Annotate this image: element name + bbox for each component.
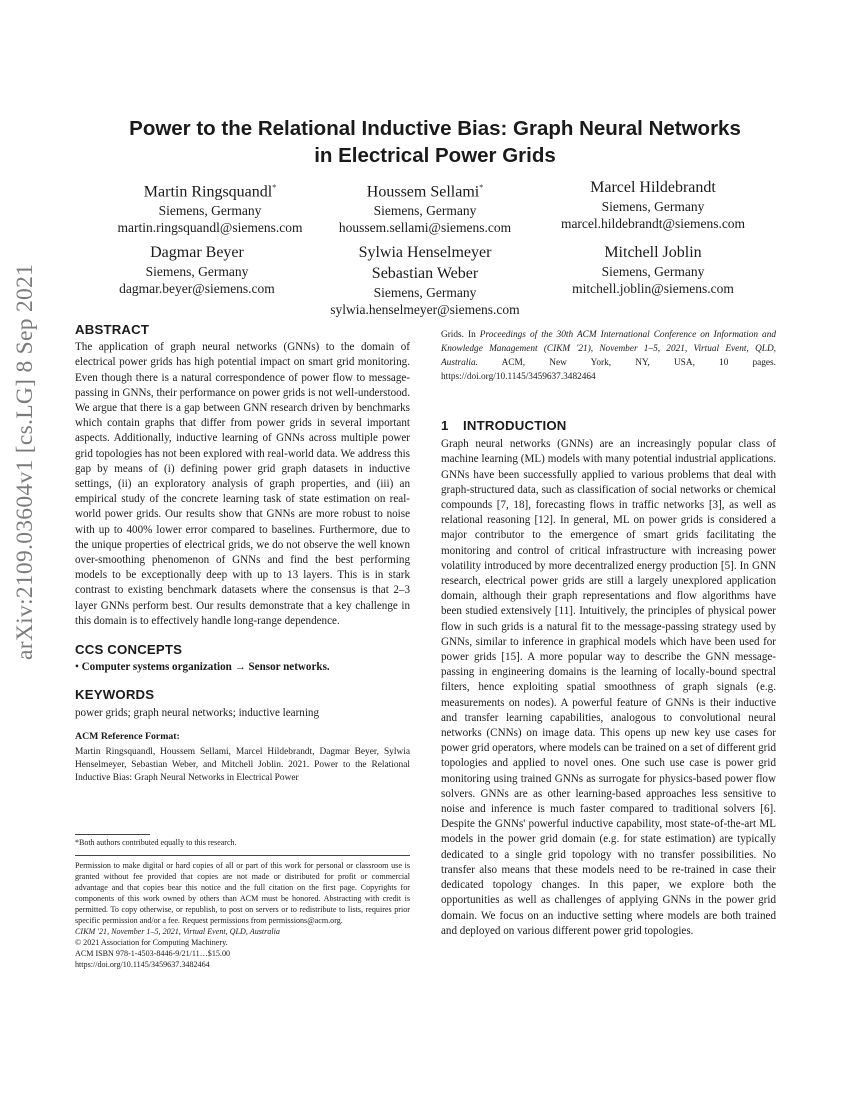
author-name: Dagmar Beyer xyxy=(150,244,244,261)
venue-line: CIKM '21, November 1–5, 2021, Virtual Event, QLD, Australia xyxy=(75,927,280,936)
author-affiliation: Siemens, Germany xyxy=(145,264,249,279)
author-block xyxy=(295,242,555,318)
acm-reference-text: Martin Ringsquandl, Houssem Sellami, Marcel Hildebrandt, Dagmar Beyer, Sylwia Henselmeyer, Sebastian Weber, and Mitchell Joblin. 2021. Power to the Relational Inductive Bias: Graph Neural Networks in Electrical Power xyxy=(75,747,410,784)
author-name: Marcel Hildebrandt xyxy=(590,179,716,196)
copyright-line: © 2021 Association for Computing Machinery. xyxy=(75,938,228,947)
proceedings-name: Proceedings of the 30th ACM International Conference on Information and Knowledge Management (CIKM '21), November 1–5, 2021, Virtual Event, QLD, Australia. xyxy=(441,330,776,368)
author-affiliation: Siemens, Germany xyxy=(158,203,262,219)
author-name: Sebastian Weber xyxy=(371,265,479,282)
author-email[interactable]: mitchell.joblin@siemens.com xyxy=(572,281,734,296)
ccs-concept: Computer systems organization xyxy=(81,661,232,674)
section-number: 1 xyxy=(441,418,449,433)
acm-reference-continued: Grids. In Proceedings of the 30th ACM International Conference on Information and Knowledge Management (CIKM '21), November 1–5, 2021, Virtual Event, QLD, Australia. ACM, New York, NY, USA, 10 pages. https://doi.org/10.1145/3459637.3482464 xyxy=(441,330,776,382)
author-email[interactable]: houssem.sellami@siemens.com xyxy=(338,220,512,236)
author-email[interactable]: marcel.hildebrandt@siemens.com xyxy=(560,216,746,231)
introduction-heading: 1 INTRODUCTION xyxy=(441,418,567,433)
author-email[interactable]: sylwia.henselmeyer@siemens.com xyxy=(330,302,520,317)
introduction-text: Graph neural networks (GNNs) are an increasingly popular class of machine learning (ML) models with many potential industrial applications. GNNs have been successfully applied to various problems that deal with graph-structured data, such as classification of social networks or chemical compounds [7, 18], forecasting flows in traffic networks [3], as well as relational reasoning [12]. In general, ML on power grids is considered a major contributor to the emergence of smart grids facilitating the monitoring and control of critical infrastructure with increasing power volatility introduced by more decentralized energy production [5]. In GNN research, electrical power grids are still a largely unexplored application domain, although their graph representations and flow algorithms have been studied extensively [11]. Intuitively, the principles of physical power flow in such grids is a natural fit to the message-passing strategy used by GNNs, similar to inference in graphical models which have been used for power grids [15]. A more popular way to describe the GNN message-passing in engineering domains is the learning of locally-bound spectral filters, hence exploiting spatial smoothness of graph signals (e.g. measurements on nodes). A powerful feature of GNNs is their inductive and transfer learning capabilities, analogous to convolutional neural networks (CNNs) on image data. This opens up new key use cases for power grid operators, where models can be trained on a set of different grid topologies and applied to novel ones. One such use case is power grid monitoring using trained GNNs as surrogate for physics-based power flow solvers. GNNs are as other learning-based approaches less sensitive to noise and inference is much faster compared to traditional solvers [6]. Despite the GNNs' powerful inductive capability, most state-of-the-art ML models in the power grid domain (e.g. for state estimation) are typically dedicated to a single grid topology with no transfer possibilities. No transfer also means that these models need to be re-trained in case their dedicated topology changes. In this paper, we explore both the opportunities as well as challenges of applying GNNs in the power grid domain. We focus on an inductive setting where models are both trained and deployed on various different power grid topologies. xyxy=(441,438,776,937)
equal-contribution-mark: * xyxy=(479,183,484,192)
arrow-icon: → xyxy=(234,661,246,674)
isbn-line: ACM ISBN 978-1-4503-8446-9/21/11…$15.00 xyxy=(75,949,231,958)
introduction-section xyxy=(441,418,776,939)
title-line-2: in Electrical Power Grids xyxy=(314,144,556,167)
paper-title xyxy=(60,115,810,169)
author-name: Houssem Sellami* xyxy=(366,183,484,201)
left-column xyxy=(75,322,410,786)
author-email[interactable]: martin.ringsquandl@siemens.com xyxy=(117,220,303,236)
reference-doi[interactable]: ACM, New York, NY, USA, 10 pages. https://doi.org/10.1145/3459637.3482464 xyxy=(441,358,776,382)
footnote-rule xyxy=(75,834,150,835)
author-name: Sylwia Henselmeyer xyxy=(358,244,492,261)
author-affiliation: Siemens, Germany xyxy=(601,264,705,279)
author-name: Mitchell Joblin xyxy=(604,244,702,261)
author-block xyxy=(523,177,783,232)
keywords-heading: KEYWORDS xyxy=(75,687,155,703)
title-line-1: Power to the Relational Inductive Bias: Graph Neural Networks xyxy=(129,117,741,140)
ccs-heading: CCS CONCEPTS xyxy=(75,642,183,658)
abstract-heading: ABSTRACT xyxy=(75,322,150,337)
abstract-text: The application of graph neural networks (GNNs) to the domain of electrical power grids has high potential impact on smart grid monitoring. Even though there is a natural correspondence of power flow to message-passing in GNNs, their performance on power grids is not well-understood. We argue that there is a gap between GNN research driven by benchmarks which contain graphs that differ from power grids in several important aspects. Additionally, inductive learning of GNNs across multiple power grid topologies has not been explored with real-world data. We address this gap by means of (i) defining power grid graph datasets in inductive settings, (ii) an exploratory analysis of graph properties, and (iii) an empirical study of the concrete learning task of state estimation on real-world power grids. Our results show that GNNs are more robust to noise with up to 400% lower error compared to baselines. Furthermore, due to the unique properties of electrical grids, we do not observe the well known over-smoothing phenomenon of GNNs and find the best performing models to be exceptionally deep with up to 13 layers. This is in stark contrast to existing benchmark datasets where the consensus is that 2–3 layer GNNs perform best. Our results demonstrate that a key challenge in this domain is to effectively handle long-range dependence. xyxy=(75,341,410,627)
arxiv-identifier: arXiv:2109.03604v1 [cs.LG] 8 Sep 2021 xyxy=(12,263,38,660)
author-affiliation: Siemens, Germany xyxy=(601,199,705,214)
acm-reference-heading: ACM Reference Format: xyxy=(75,730,180,742)
author-affiliation: Siemens, Germany xyxy=(373,203,477,219)
ccs-subconcept: Sensor networks. xyxy=(248,661,330,674)
permission-rule xyxy=(75,855,410,856)
author-affiliation: Siemens, Germany xyxy=(373,285,477,300)
equal-contribution-mark: * xyxy=(272,183,277,192)
author-name: Martin Ringsquandl* xyxy=(143,183,277,201)
author-block xyxy=(523,242,783,297)
author-block xyxy=(67,242,327,297)
footnote: *Both authors contributed equally to this research. xyxy=(75,838,237,847)
doi-link[interactable]: https://doi.org/10.1145/3459637.3482464 xyxy=(75,960,210,969)
permission-block xyxy=(75,860,410,970)
author-block xyxy=(295,177,555,236)
author-email[interactable]: dagmar.beyer@siemens.com xyxy=(119,281,275,296)
keywords-text: power grids; graph neural networks; inductive learning xyxy=(75,706,319,719)
ccs-concepts: • Computer systems organization → Sensor networks. xyxy=(75,661,330,674)
permission-text: Permission to make digital or hard copies of all or part of this work for personal or classroom use is granted without fee provided that copies are not made or distributed for profit or commercial advantage and that copies bear this notice and the full citation on the first page. Copyrights for components of this work owned by others than ACM must be honored. Abstracting with credit is permitted. To copy otherwise, or republish, to post on servers or to redistribute to lists, requires prior specific permission and/or a fee. Request permissions from permissions@acm.org. xyxy=(75,861,410,925)
